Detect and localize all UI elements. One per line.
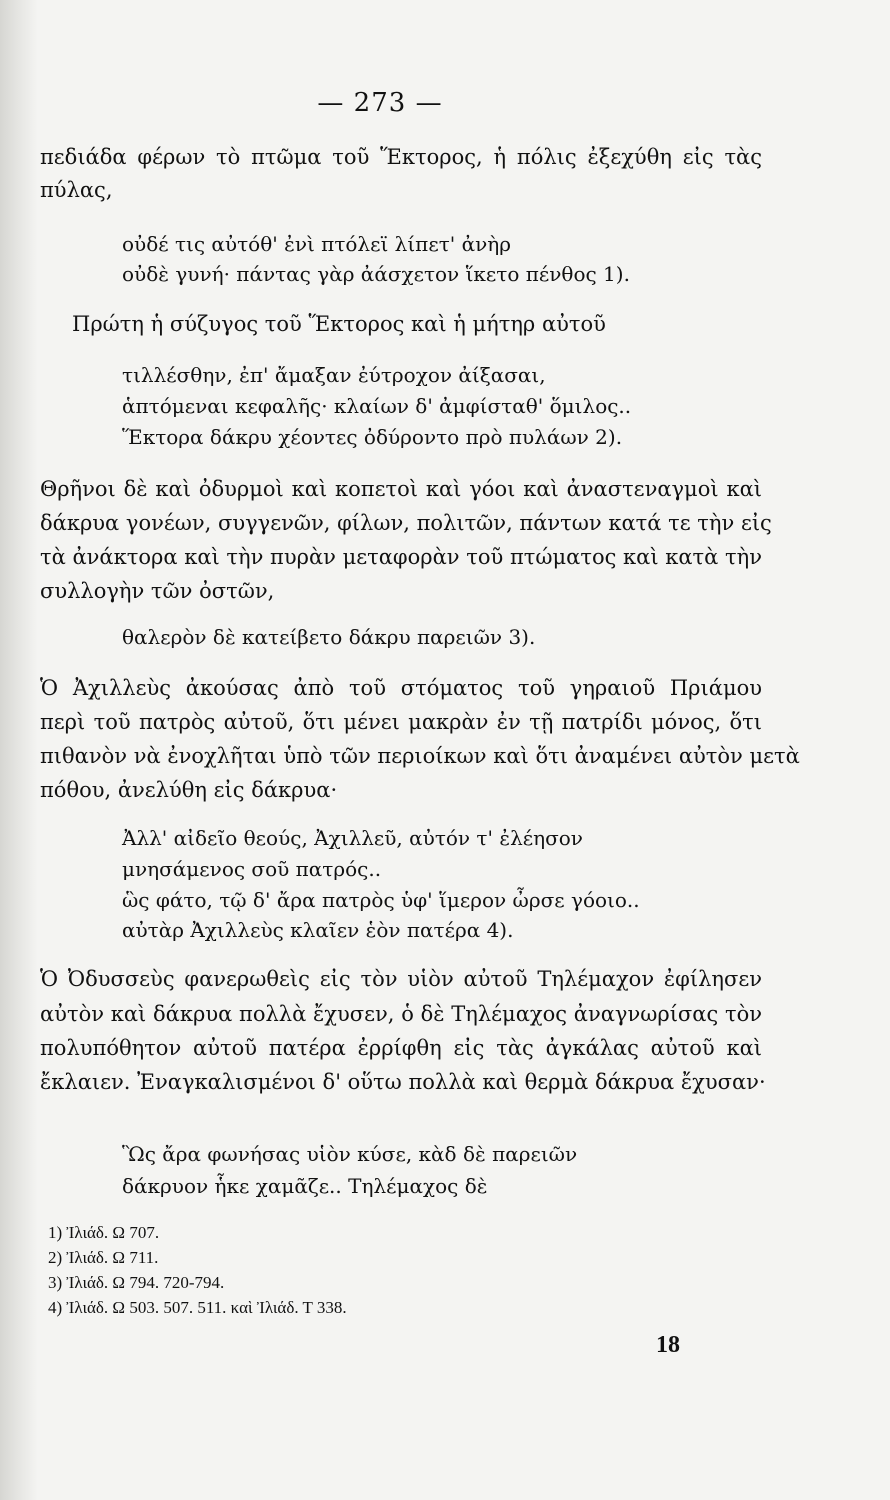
text-line: αὐτὸν καὶ δάκρυα πολλὰ ἔχυσεν, ὁ δὲ Τηλέμαχος ἀναγνωρίσας τὸν [40, 1002, 762, 1026]
verse-line: οὐδέ τις αὐτόθ' ἐνὶ πτόλεϊ λίπετ' ἀνὴρ [122, 232, 512, 256]
footnote: 3) Ἰλιάδ. Ω 794. 720-794. [48, 1273, 225, 1292]
footnote: 4) Ἰλιάδ. Ω 503. 507. 511. καὶ Ἰλιάδ. Τ 338. [48, 1298, 347, 1317]
text-line: τὰ ἀνάκτορα καὶ τὴν πυρὰν μεταφορὰν τοῦ πτώματος καὶ κατὰ τὴν [40, 545, 762, 569]
verse-line: Ἕκτορα δάκρυ χέοντες ὀδύροντο πρὸ πυλάων 2). [122, 425, 623, 449]
verse-line: ἁπτόμεναι κεφαλῆς· κλαίων δ' ἀμφίσταθ' ὅμιλος.. [122, 394, 632, 418]
text-line: πιθανὸν νὰ ἐνοχλῆται ὑπὸ τῶν περιοίκων καὶ ὅτι ἀναμένει αὐτὸν μετὰ [40, 744, 800, 768]
footnote: 1) Ἰλιάδ. Ω 707. [48, 1223, 160, 1242]
page-number: — 273 — [317, 88, 443, 118]
text-line: Πρώτη ἡ σύζυγος τοῦ Ἕκτορος καὶ ἡ μήτηρ αὐτοῦ [72, 312, 606, 336]
text-line: πόθου, ἀνελύθη εἰς δάκρυα· [40, 778, 338, 802]
verse-line: Ὣς ἄρα φωνήσας υἱὸν κύσε, κὰδ δὲ παρειῶν [122, 1142, 578, 1166]
text-line: δάκρυα γονέων, συγγενῶν, φίλων, πολιτῶν, πάντων κατά τε τὴν εἰς [40, 511, 772, 535]
verse-line: δάκρυον ἧκε χαμᾶζε.. Τηλέμαχος δὲ [122, 1174, 488, 1198]
text-line: ἔκλαιεν. Ἐναγκαλισμένοι δ' οὕτω πολλὰ καὶ θερμὰ δάκρυα ἔχυσαν· [40, 1070, 766, 1094]
verse-line: θαλερὸν δὲ κατείβετο δάκρυ παρειῶν 3). [122, 625, 536, 649]
text-line: συλλογὴν τῶν ὀστῶν, [40, 579, 275, 603]
text-line: Ὁ Ἀχιλλεὺς ἀκούσας ἀπὸ τοῦ στόματος τοῦ γηραιοῦ Πριάμου [40, 676, 762, 700]
verse-line: αὐτὰρ Ἀχιλλεὺς κλαῖεν ἑὸν πατέρα 4). [122, 918, 514, 942]
verse-line: τιλλέσθην, ἐπ' ἄμαξαν ἐύτροχον ἀίξασαι, [122, 363, 546, 387]
text-line: Θρῆνοι δὲ καὶ ὀδυρμοὶ καὶ κοπετοὶ καὶ γόοι καὶ ἀναστεναγμοὶ καὶ [40, 477, 762, 501]
signature-mark: 18 [656, 1332, 680, 1358]
text-line: περὶ τοῦ πατρὸς αὐτοῦ, ὅτι μένει μακρὰν ἐν τῇ πατρίδι μόνος, ὅτι [40, 710, 762, 734]
footnote: 2) Ἰλιάδ. Ω 711. [48, 1248, 159, 1267]
verse-line: οὐδὲ γυνή· πάντας γὰρ ἀάσχετον ἵκετο πένθος 1). [122, 262, 630, 286]
text-line: πολυπόθητον αὐτοῦ πατέρα ἐρρίφθη εἰς τὰς ἀγκάλας αὐτοῦ καὶ [40, 1036, 762, 1060]
text-line: πύλας, [40, 178, 113, 202]
text-line: πεδιάδα φέρων τὸ πτῶμα τοῦ Ἕκτορος, ἡ πόλις ἐξεχύθη εἰς τὰς [40, 145, 762, 169]
text-line: Ὁ Ὀδυσσεὺς φανερωθεὶς εἰς τὸν υἱὸν αὐτοῦ Τηλέμαχον ἐφίλησεν [40, 967, 762, 991]
verse-line: ὣς φάτο, τῷ δ' ἄρα πατρὸς ὑφ' ἵμερον ὦρσε γόοιο.. [122, 888, 640, 912]
verse-line: μνησάμενος σοῦ πατρός.. [122, 857, 382, 881]
verse-line: Ἀλλ' αἰδεῖο θεούς, Ἀχιλλεῦ, αὐτόν τ' ἐλέησον [122, 826, 583, 850]
